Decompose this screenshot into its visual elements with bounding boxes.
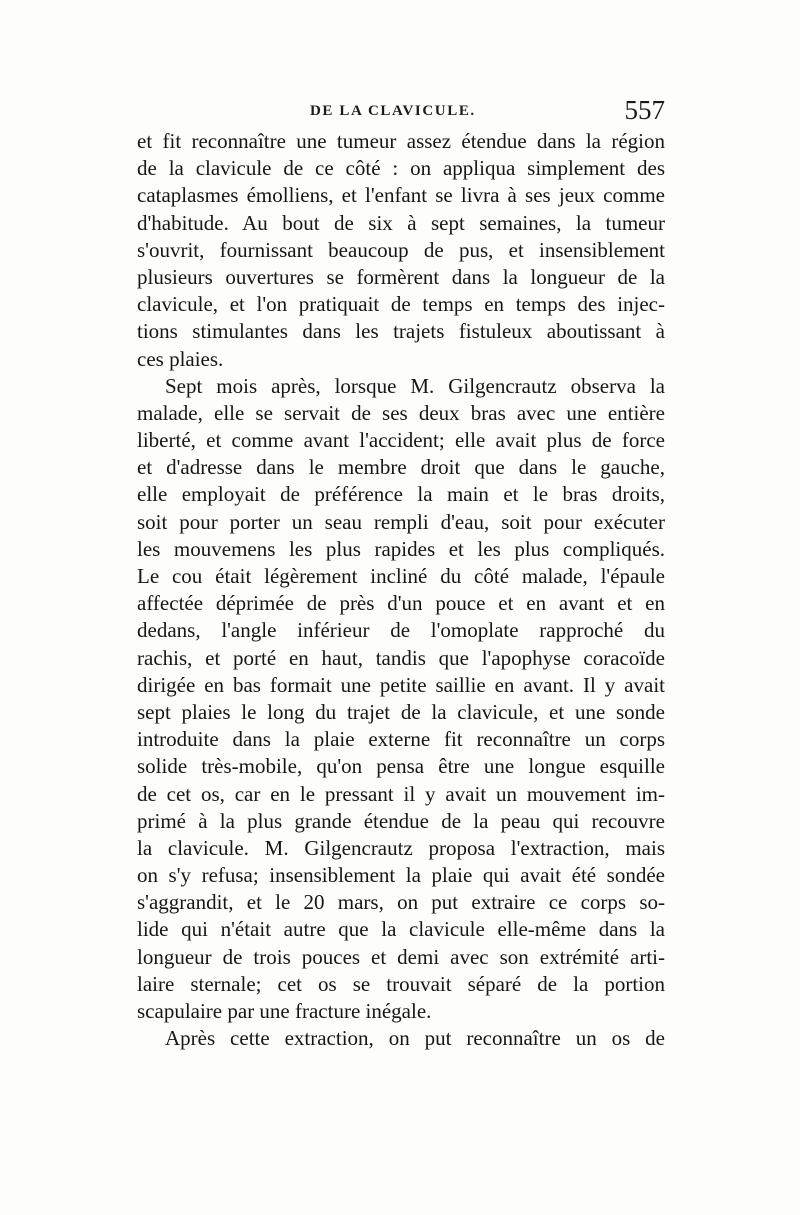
text-line: s'ouvrit, fournissant beaucoup de pus, et insensiblement — [137, 237, 665, 262]
text-line: soit pour porter un seau rempli d'eau, soit pour exécuter — [137, 509, 665, 534]
text-line: Sept mois après, lorsque M. Gilgencrautz observa la — [165, 373, 665, 398]
text-line: de cet os, car en le pressant il y avait un mouvement im- — [137, 781, 665, 806]
text-line: plusieurs ouvertures se formèrent dans la longueur de la — [137, 264, 665, 289]
text-line: malade, elle se servait de ses deux bras avec une entière — [137, 400, 665, 425]
text-line: les mouvemens les plus rapides et les plus compliqués. — [137, 536, 665, 561]
text-line: longueur de trois pouces et demi avec son extrémité arti- — [137, 944, 665, 969]
text-line: la clavicule. M. Gilgencrautz proposa l'extraction, mais — [137, 835, 665, 860]
text-line: liberté, et comme avant l'accident; elle avait plus de force — [137, 428, 665, 453]
text-line: scapulaire par une fracture inégale. — [137, 999, 432, 1023]
text-line: et fit reconnaître une tumeur assez étendue dans la région — [137, 129, 665, 153]
text-line: lide qui n'était autre que la clavicule elle-même dans la — [137, 917, 665, 942]
text-line: Le cou était légèrement incliné du côté malade, l'épaule — [137, 564, 665, 588]
text-line: de la clavicule de ce côté : on appliqua simplement des — [137, 156, 665, 181]
text-line: sept plaies le long du trajet de la clavicule, et une sonde — [137, 699, 665, 724]
text-line: et d'adresse dans le membre droit que dans le gauche, — [137, 455, 665, 480]
text-line: solide très-mobile, qu'on pensa être une longue esquille — [137, 754, 665, 779]
text-line: ces plaies. — [137, 346, 224, 371]
text-line: on s'y refusa; insensiblement la plaie qui avait été sondée — [137, 863, 665, 888]
text-line: clavicule, et l'on pratiquait de temps en temps des injec- — [137, 292, 665, 317]
text-line: dedans, l'angle inférieur de l'omoplate rapproché du — [137, 618, 665, 643]
text-line: Après cette extraction, on put reconnaître un os de — [165, 1026, 665, 1051]
text-line: tions stimulantes dans les trajets fistuleux aboutissant à — [137, 319, 665, 344]
page-header — [140, 95, 665, 129]
text-line: rachis, et porté en haut, tandis que l'apophyse coracoïde — [137, 645, 665, 670]
text-line: elle employait de préférence la main et le bras droits, — [137, 482, 665, 507]
text-line: primé à la plus grande étendue de la peau qui recouvre — [137, 808, 665, 833]
running-head: DE LA CLAVICULE. — [310, 103, 476, 119]
text-line: affectée déprimée de près d'un pouce et en avant et en — [137, 591, 665, 616]
text-line: introduite dans la plaie externe fit reconnaître un corps — [137, 727, 665, 752]
text-line: s'aggrandit, et le 20 mars, on put extraire ce corps so- — [137, 890, 665, 915]
text-line: cataplasmes émolliens, et l'enfant se livra à ses jeux comme — [137, 183, 665, 208]
text-line: dirigée en bas formait une petite saillie en avant. Il y avait — [137, 672, 665, 697]
text-line: laire sternale; cet os se trouvait séparé de la portion — [137, 971, 665, 996]
page-number: 557 — [624, 95, 665, 125]
text-line: d'habitude. Au bout de six à sept semaines, la tumeur — [137, 210, 665, 235]
body-text — [137, 128, 665, 1052]
